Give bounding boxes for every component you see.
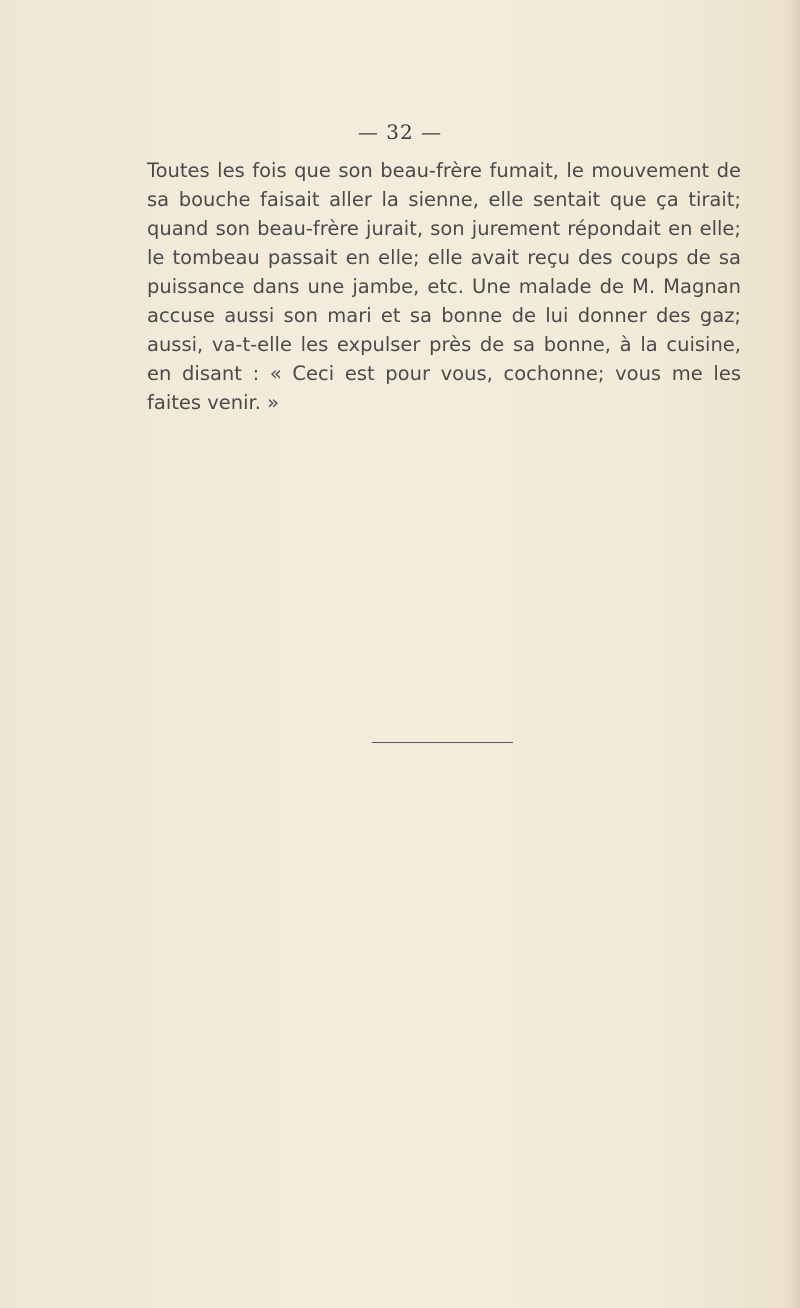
page-edge-shadow	[786, 0, 800, 1308]
paragraph-line: quand son beau-frère jurait, son jurement répondait en elle;	[147, 217, 741, 240]
paragraph-line: aussi, va-t-elle les expulser près de sa bonne, à la cuisine,	[147, 333, 741, 356]
body-paragraph	[147, 156, 741, 417]
page-number: — 32 —	[357, 120, 443, 144]
paragraph-line: en disant : « Ceci est pour vous, cochonne; vous me les	[147, 362, 741, 385]
paragraph-line: accuse aussi son mari et sa bonne de lui donner des gaz;	[147, 304, 741, 327]
paragraph-line: Toutes les fois que son beau-frère fumait, le mouvement de	[147, 159, 741, 182]
paragraph-line: le tombeau passait en elle; elle avait reçu des coups de sa	[147, 246, 741, 269]
paragraph-line: puissance dans une jambe, etc. Une malade de M. Magnan	[147, 275, 741, 298]
section-separator-rule	[372, 742, 513, 743]
paragraph-line: faites venir. »	[147, 391, 280, 414]
paragraph-line: sa bouche faisait aller la sienne, elle sentait que ça tirait;	[147, 188, 741, 211]
